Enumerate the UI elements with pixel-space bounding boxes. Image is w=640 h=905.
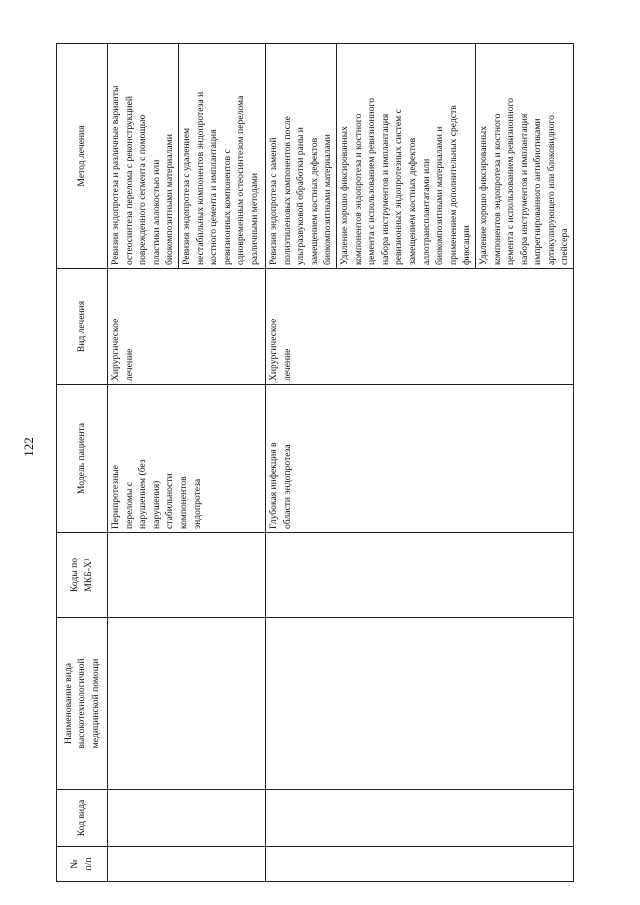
patient-model: Перипротезные переломы с нарушением (без нарушения) стабильности компонентов эндопротеза	[110, 459, 203, 529]
header-mkb: Коды по МКБ-Х¹	[57, 533, 108, 618]
cell-method	[266, 44, 574, 269]
page-number: 122	[21, 437, 36, 457]
header-model: Модель пациента	[57, 385, 108, 533]
cell-num	[266, 847, 574, 882]
header-treatment: Вид лечения	[57, 269, 108, 385]
cell-treatment	[266, 269, 574, 385]
treatment-method: Удаление хорошо фиксированных компонентов эндопротеза и костного цемента с использованием ревизионного набора инструментов и имплантация импрегнированного антибиотиками артикулирующего или блоковидного спейсера	[477, 97, 571, 265]
cell-model	[266, 385, 574, 533]
patient-model: Глубокая инфекция в области эндопротеза	[268, 442, 293, 529]
cell-code	[108, 790, 266, 847]
treatment-table	[56, 43, 574, 882]
page-number-box	[20, 432, 38, 462]
treatment-method: Ревизия эндопротеза и различные варианты остеосинтеза перелома с реконструкцией поврежденного сегмента с помощью пластики аллокостью или биокомпозитными материалами	[108, 44, 179, 268]
cell-treatment	[108, 269, 266, 385]
table-header-row	[57, 44, 108, 882]
header-method: Метод лечения	[57, 44, 108, 269]
cell-mkb	[266, 533, 574, 618]
treatment-type: Хирургическое лечение	[268, 318, 293, 381]
header-num: № п/п	[57, 847, 108, 882]
header-name: Наименование вида высокотехнологичной медицинской помощи	[57, 618, 108, 790]
cell-mkb	[108, 533, 266, 618]
treatment-method: Ревизия эндопротеза с заменой полиэтиленовых компонентов после ультразвуковой обработки раны и замещением костных дефектов биокомпозитными материалами	[266, 44, 337, 268]
treatment-method: Ревизия эндопротеза с удалением нестабильных компонентов эндопротеза и костного цемента и имплантация ревизионных компонентов с одновременным остеосинтезом перелома различными методами	[180, 91, 260, 265]
cell-method	[108, 44, 266, 269]
header-code: Код вида	[57, 790, 108, 847]
rotated-table-container	[56, 44, 571, 882]
cell-name	[266, 618, 574, 790]
table-row	[108, 44, 266, 882]
treatment-method: Удаление хорошо фиксированных компонентов эндопротеза и костного цемента с использованием ревизионного набора инструментов и имплантация ревизионных эндопротезных систем с замещением костных дефектов аллотрансплантатами или биокомпозитными материалами и применением дополнительных средств фиксации	[337, 44, 476, 268]
cell-model	[108, 385, 266, 533]
cell-code	[266, 790, 574, 847]
treatment-type: Хирургическое лечение	[110, 318, 135, 381]
cell-num	[108, 847, 266, 882]
table-row	[266, 44, 574, 882]
cell-name	[108, 618, 266, 790]
